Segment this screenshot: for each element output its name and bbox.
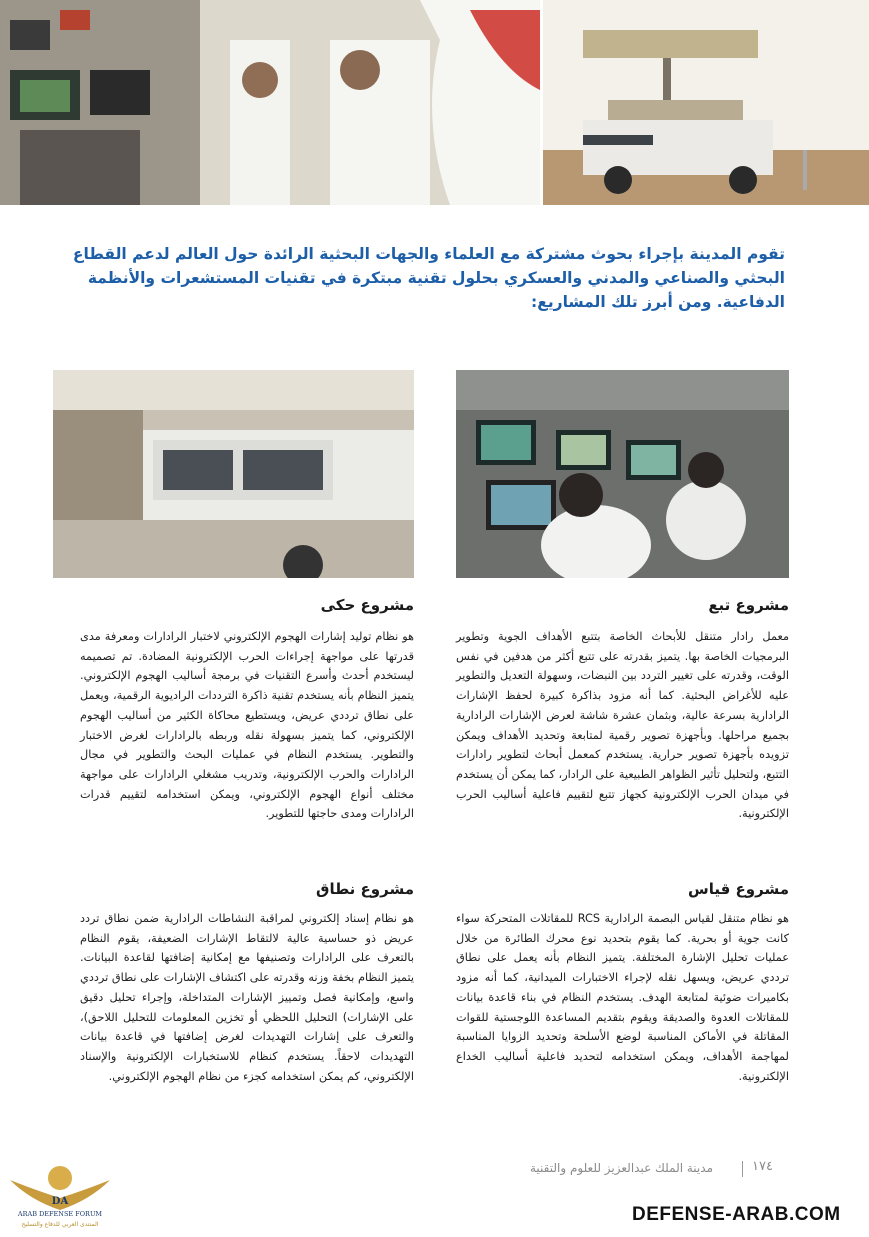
project-qiyas-body: هو نظام متنقل لقياس البصمة الرادارية RCS للمقاتلات المتحركة سواء كانت جوية أو بحرية. كما يقوم بتحديد نوع محرك الطائرة من خلال عمليات تحليل الإشارة المختلفة. يتميز النظام بأنه يعمل على نطاق ترددي عريض، ويسهل نقله لإجراء الاختبارات الميدانية، كما أنه مزود بكاميرات ضوئية لمتابعة الهدف. يستخدم النظام في بناء قاعدة بيانات للمقاتلات العدوة والصديقة ويقوم بتقديم المساعدة اللوجستية للقوات المقاتلة في الأماكن المناسبة لوضع الأسلحة وتحديد الزوايا المناسبة لمهاجمة الأهداف، ويمكن استخدامه لتحديد فاعلية أساليب الخداع الإلكترونية. xyxy=(456,912,789,1083)
footer-publication: مدينة الملك عبدالعزيز للعلوم والتقنية xyxy=(529,1161,713,1175)
radar-lab-operators-photo xyxy=(456,370,789,578)
logo-monogram: DA xyxy=(51,1196,69,1207)
footer-separator xyxy=(742,1161,743,1177)
logo-name: ARAB DEFENSE FORUM xyxy=(17,1210,103,1218)
arab-defense-forum-logo xyxy=(0,1150,120,1233)
control-room-photo xyxy=(0,0,540,205)
page-number: ١٧٤ xyxy=(752,1159,773,1174)
project-nitaq-body: هو نظام إسناد إلكتروني لمراقبة النشاطات الرادارية ضمن نطاق تردد عريض ذو حساسية عالية لالتقاط الإشارات الضعيفة، يقوم النظام بالتعرف على الرادارات وتصنيفها مع إمكانية إضافتها لقاعدة البيانات. يتميز النظام بخفة وزنه وقدرته على اكتشاف الإشارات على نطاق ترددي واسع، وإمكانية فصل وتمييز الإشارات المتداخلة، وإجراء تحليل دقيق على الإشارات) التحليل اللحظي أو تخزين المعلومات للتحليل اللاحق)، والتعرف على إشارات التهديدات لغرض إضافتها في قاعدة بيانات التهديدات لاحقاً. يستخدم كنظام للاستخبارات الإلكترونية والإسناد الإلكتروني، كم يمكن استخدامه كجزء من نظام الهجوم الإلكتروني. xyxy=(80,912,414,1083)
project-nitaq-title: مشروع نطاق xyxy=(316,880,414,898)
lab-van-photo xyxy=(53,370,414,578)
logo-subtitle: المنتدى العربي للدفاع والتسليح xyxy=(21,1221,99,1228)
watermark-url: DEFENSE-ARAB.COM xyxy=(632,1204,841,1225)
project-hakiy-body: هو نظام توليد إشارات الهجوم الإلكتروني لاختبار الرادارات ومعرفة مدى قدرتها على مواجهة إجراءات الحرب الإلكترونية المضادة. تم تصميمه ليستخدم أحدث وأسرع التقنيات في برمجة أساليب الهجوم الإلكتروني. يتميز النظام بأنه يستخدم تقنية ذاكرة الترددات الراديوية الرقمية، ويعمل على نطاق ترددي عريض، ويستطيع محاكاة الكثير من أساليب الهجوم الإلكتروني، كما يتميز بسهولة نقله وربطه بالرادارات لغرض الاختبار والتطوير. يستخدم النظام في عمليات البحث والتطوير في مجال الرادارات والحرب الإلكترونية، وتدريب مشغلي الرادارات على مواجهة مختلف أنواع الهجوم الإلكتروني، ويمكن استخدامه لتقييم قدرات الرادارات ومدى حاجتها للتطوير. xyxy=(80,630,414,821)
project-tatabbu-body: معمل رادار متنقل للأبحاث الخاصة بتتبع الأهداف الجوية وتطوير البرمجيات الخاصة بها. يتميز بقدرته على تتبع أكثر من هدفين في نفس الوقت، وقدرته على تغيير التردد بين النبضات، وسهولة التعديل والتطوير عليه للأغراض البحثية. كما أنه مزود بذاكرة كبيرة لحفظ الإشارات الرادارية بسرعة عالية، وبثمان عشرة شاشة لعرض الإشارات الرادارية بجميع مراحلها. وبأجهزة تصوير رقمية لمتابعة وتحديد الأهداف ويمكن تزويده بأجهزة تصوير حرارية. يستخدم كمعمل أبحاث لتطوير رادارات التتبع، ولتحليل تأثير الظواهر الطبيعية على الرادار، كما يمكن أن يستخدم في ميدان الحرب الإلكترونية كجهاز تتبع لتقييم فاعلية أساليب الحرب الإلكترونية. xyxy=(456,630,789,821)
project-qiyas-title: مشروع قياس xyxy=(688,880,789,898)
project-hakiy-title: مشروع حكى xyxy=(320,596,414,614)
radar-truck-photo xyxy=(543,0,869,205)
intro-paragraph: تقوم المدينة بإجراء بحوث مشتركة مع العلماء والجهات البحثية الرائدة حول العالم لدعم القطاع البحثي والصناعي والمدني والعسكري بحلول تقنية مبتكرة في تقنيات المستشعرات والأنظمة الدفاعية. ومن أبرز تلك المشاريع: xyxy=(72,245,785,311)
project-tatabbu-title: مشروع تبع xyxy=(708,596,789,614)
